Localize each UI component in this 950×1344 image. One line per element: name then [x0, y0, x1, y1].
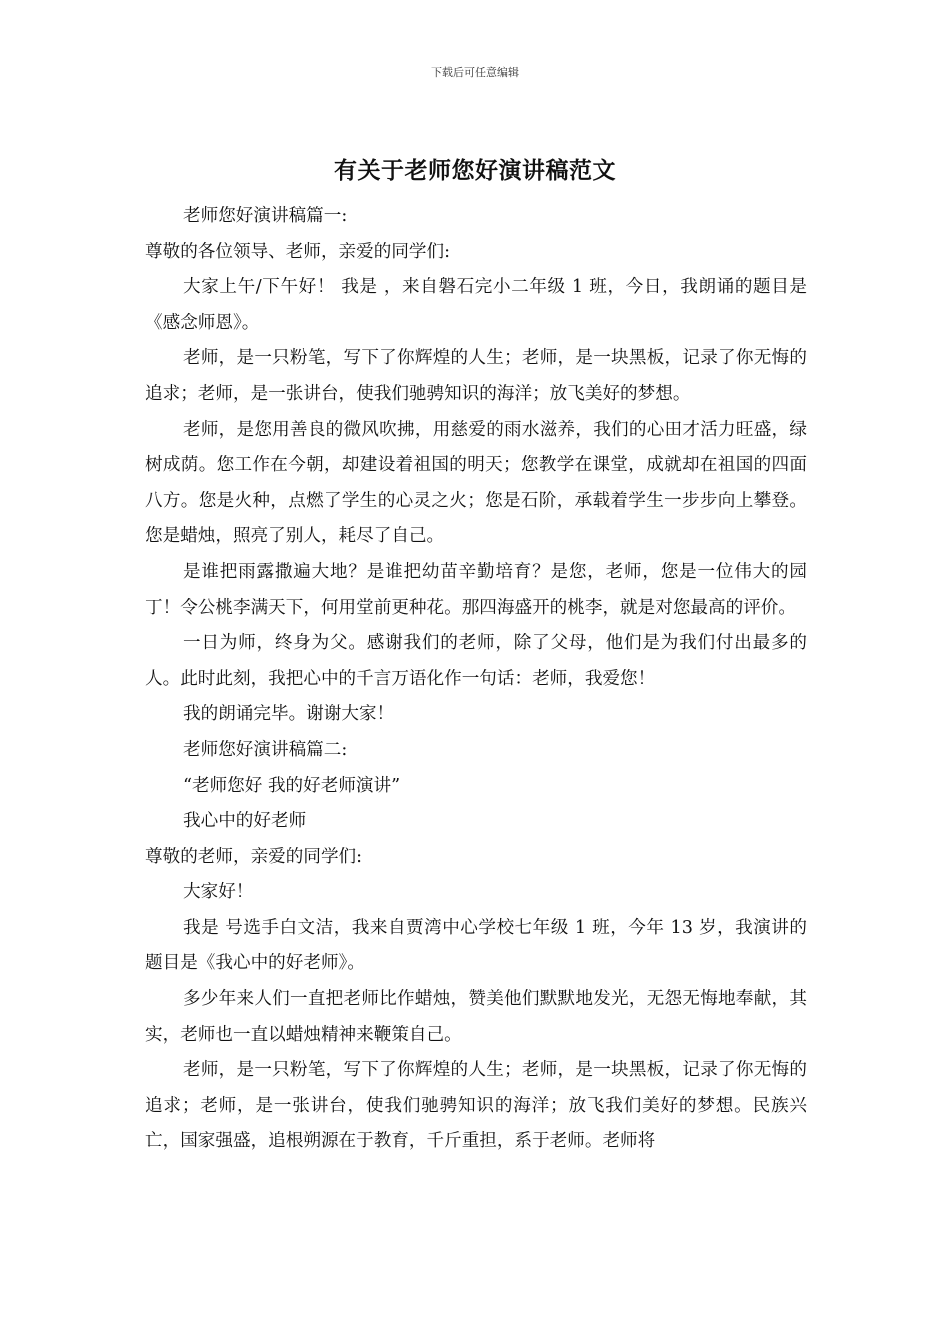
paragraph: 老师您好演讲稿篇一: [183, 206, 348, 226]
paragraph: 是谁把雨露撒遍大地？是谁把幼苗辛勤培育？是您，老师，您是一位伟大的园丁！令公桃李满天下，何用堂前更种花。那四海盛开的桃李，就是对您最高的评价。 [145, 561, 807, 618]
paragraph: 大家好！ [183, 882, 254, 903]
paragraph: 老师，是一只粉笔，写下了你辉煌的人生；老师，是一块黑板，记录了你无悔的追求；老师，是一张讲台，使我们驰骋知识的海洋；放飞我们美好的梦想。民族兴亡，国家强盛，追根朔源在于教育，千斤重担，系于老师。老师将 [145, 1060, 807, 1152]
paragraph: 我是 号选手白文洁，我来自贾湾中心学校七年级 1 班，今年 13 岁，我演讲的题目是《我心中的好老师》。 [145, 917, 807, 974]
paragraph: 老师，是您用善良的微风吹拂，用慈爱的雨水滋养，我们的心田才活力旺盛，绿树成荫。您工作在今朝，却建设着祖国的明天；您教学在课堂，成就却在祖国的四面八方。您是火种，点燃了学生的心灵之火；您是石阶，承载着学生一步步向上攀登。您是蜡烛，照亮了别人，耗尽了自己。 [145, 419, 807, 547]
paragraph: 我的朗诵完毕。谢谢大家！ [183, 704, 395, 725]
paragraph: 老师您好演讲稿篇二: [183, 739, 348, 760]
paragraph: 我心中的好老师 [183, 811, 307, 832]
paragraph: 老师，是一只粉笔，写下了你辉煌的人生；老师，是一块黑板，记录了你无悔的追求；老师，是一张讲台，使我们驰骋知识的海洋；放飞美好的梦想。 [145, 348, 807, 404]
document-body [145, 199, 807, 1160]
document-title: 有关于老师您好演讲稿范文 [334, 157, 616, 184]
paragraph: “老师您好 我的好老师演讲” [183, 775, 401, 796]
paragraph: 一日为师，终身为父。感谢我们的老师，除了父母，他们是为我们付出最多的人。此时此刻，我把心中的千言万语化作一句话：老师，我爱您！ [145, 633, 807, 689]
page-header-note: 下载后可任意编辑 [431, 66, 519, 79]
paragraph: 大家上午/下午好！ 我是 ，来自磐石完小二年级 1 班，今日，我朗诵的题目是《感念师恩》。 [145, 277, 807, 333]
paragraph: 尊敬的各位领导、老师，亲爱的同学们: [145, 241, 451, 262]
paragraph: 多少年来人们一直把老师比作蜡烛，赞美他们默默地发光，无怨无悔地奉献，其实，老师也一直以蜡烛精神来鞭策自己。 [145, 989, 807, 1045]
paragraph: 尊敬的老师，亲爱的同学们: [145, 846, 363, 867]
